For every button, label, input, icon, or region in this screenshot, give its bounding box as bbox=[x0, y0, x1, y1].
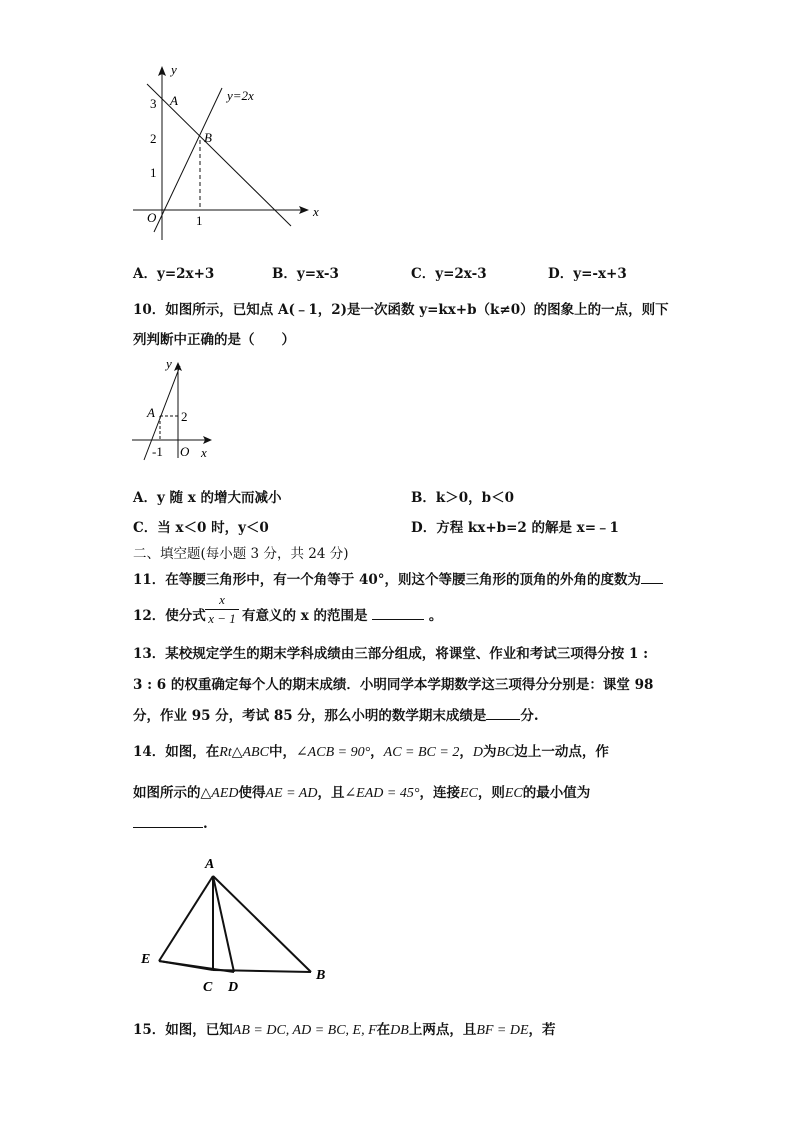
section-2-heading: 二、填空题(每小题 3 分，共 24 分) bbox=[133, 546, 349, 562]
q12-fraction-bar bbox=[205, 609, 239, 610]
tick-y-2: 2 bbox=[181, 409, 188, 424]
q12-numerator: x bbox=[219, 592, 225, 607]
q9-option-a: A．y=2x+3 bbox=[133, 266, 215, 282]
label-point-a: A bbox=[147, 405, 155, 420]
q9-option-d: D．y=-x+3 bbox=[548, 266, 627, 282]
label-x: x bbox=[313, 204, 319, 219]
tick-y-1: 1 bbox=[150, 165, 157, 180]
figure-1-graph bbox=[125, 58, 335, 243]
q13-line-3: 分，作业 95 分，考试 85 分，那么小明的数学期末成绩是 分. bbox=[133, 708, 539, 724]
segment-ed bbox=[159, 961, 234, 972]
label-y: y bbox=[166, 356, 172, 371]
q10-option-c: C．当 x＜0 时，y＜0 bbox=[133, 520, 269, 536]
q10-option-d: D．方程 kx+b=2 的解是 x=﹣1 bbox=[411, 520, 619, 536]
label-origin: O bbox=[180, 444, 190, 459]
label-point-a: A bbox=[170, 93, 178, 108]
tick-y-3: 3 bbox=[150, 96, 157, 111]
label-x: x bbox=[201, 445, 207, 460]
q9-option-c: C．y=2x-3 bbox=[411, 266, 487, 282]
figure-2-graph bbox=[128, 356, 218, 464]
q12-prefix: 12．使分式 bbox=[133, 608, 206, 624]
label-c: C bbox=[203, 980, 213, 995]
q9-option-b: B．y=x-3 bbox=[272, 266, 339, 282]
label-d: D bbox=[228, 980, 239, 995]
segment-ab bbox=[213, 876, 311, 972]
label-a: A bbox=[205, 857, 215, 872]
q12-denominator: x − 1 bbox=[208, 611, 236, 626]
q12-fraction bbox=[205, 592, 239, 627]
q14-line-1: 14．如图，在Rt△ABC中，∠ACB = 90°，AC = BC = 2，D为BC边上一动点，作 bbox=[133, 744, 609, 760]
q10-option-b: B．k＞0，b＜0 bbox=[411, 490, 515, 506]
figure-3-triangle bbox=[135, 848, 340, 998]
q15-line-1: 15．如图，已知AB = DC, AD = BC, E, F在DB上两点，且BF = DE，若 bbox=[133, 1022, 556, 1038]
label-e: E bbox=[141, 952, 151, 967]
tick-x-neg1: -1 bbox=[152, 444, 163, 459]
segment-ad bbox=[213, 876, 234, 972]
q13-line-2: 3 : 6 的权重确定每个人的期末成绩．小明同学本学期数学这三项得分分别是：课堂 98 bbox=[133, 677, 654, 693]
q14-answer-line: . bbox=[133, 816, 208, 832]
tick-y-2: 2 bbox=[150, 131, 157, 146]
q10-option-a: A．y 随 x 的增大而减小 bbox=[133, 490, 282, 506]
q12-suffix: 有意义的 x 的范围是 。 bbox=[242, 608, 443, 624]
line-ab bbox=[147, 84, 291, 226]
q13-line-1: 13．某校规定学生的期末学科成绩由三部分组成，将课堂、作业和考试三项得分按 1 : bbox=[133, 646, 649, 662]
label-y: y bbox=[171, 62, 177, 77]
label-line-y-2x: y=2x bbox=[227, 88, 254, 103]
label-origin: O bbox=[147, 210, 157, 225]
q14-line-2: 如图所示的△AED使得AE = AD，且∠EAD = 45°，连接EC，则EC的最小值为 bbox=[133, 785, 591, 801]
q10-line-2: 列判断中正确的是（ ） bbox=[133, 332, 295, 348]
label-b: B bbox=[316, 968, 326, 983]
q10-line-1: 10．如图所示，已知点 A(﹣1，2)是一次函数 y=kx+b（k≠0）的图象上的一点，则下 bbox=[133, 302, 669, 318]
segment-ae bbox=[159, 876, 213, 961]
q11-text: 11．在等腰三角形中，有一个角等于 40°，则这个等腰三角形的顶角的外角的度数为 bbox=[133, 568, 663, 588]
tick-x-1: 1 bbox=[196, 213, 203, 228]
label-point-b: B bbox=[204, 130, 212, 145]
